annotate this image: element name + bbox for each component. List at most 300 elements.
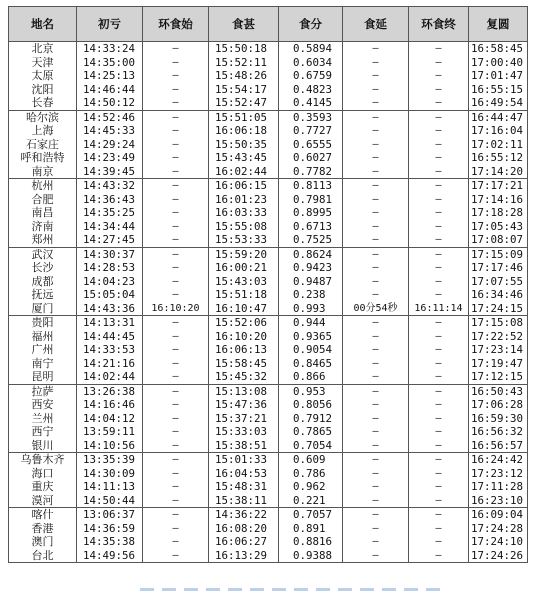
cell-first-contact: 14:27:45 xyxy=(77,233,143,247)
cell-annular-start: 16:10:20 xyxy=(143,302,209,316)
cell-maximum: 16:06:18 xyxy=(209,124,279,138)
cell-annular-end: — xyxy=(409,96,469,110)
cell-annular-end: — xyxy=(409,42,469,56)
cell-duration: — xyxy=(343,69,409,83)
table-row xyxy=(9,494,528,508)
cell-duration: — xyxy=(343,549,409,563)
cell-maximum: 15:51:18 xyxy=(209,288,279,302)
table-row xyxy=(9,206,528,220)
cell-last-contact: 16:56:32 xyxy=(469,425,528,439)
cell-magnitude: 0.7782 xyxy=(279,165,343,179)
cell-last-contact: 17:08:07 xyxy=(469,233,528,247)
header-duration: 食延 xyxy=(343,7,409,42)
cell-duration: — xyxy=(343,151,409,165)
cell-duration: — xyxy=(343,508,409,522)
table-row xyxy=(9,124,528,138)
cell-last-contact: 17:16:04 xyxy=(469,124,528,138)
cell-maximum: 15:50:35 xyxy=(209,138,279,152)
cell-place: 漠河 xyxy=(9,494,77,508)
cell-maximum: 15:48:26 xyxy=(209,69,279,83)
cell-first-contact: 14:13:31 xyxy=(77,316,143,330)
cell-maximum: 15:50:18 xyxy=(209,42,279,56)
table-row xyxy=(9,302,528,316)
table-row xyxy=(9,69,528,83)
header-place: 地名 xyxy=(9,7,77,42)
cell-annular-start: — xyxy=(143,480,209,494)
cell-duration: — xyxy=(343,288,409,302)
cell-magnitude: 0.8113 xyxy=(279,179,343,193)
cell-first-contact: 14:36:43 xyxy=(77,193,143,207)
cell-magnitude: 0.866 xyxy=(279,370,343,384)
cell-annular-end: — xyxy=(409,398,469,412)
table-row xyxy=(9,508,528,522)
cell-magnitude: 0.6027 xyxy=(279,151,343,165)
cell-first-contact: 14:39:45 xyxy=(77,165,143,179)
cell-first-contact: 14:33:53 xyxy=(77,343,143,357)
cell-maximum: 15:58:45 xyxy=(209,357,279,371)
cell-annular-end: — xyxy=(409,151,469,165)
table-row xyxy=(9,330,528,344)
table-row xyxy=(9,384,528,398)
cell-place: 厦门 xyxy=(9,302,77,316)
cell-last-contact: 16:09:04 xyxy=(469,508,528,522)
cell-first-contact: 13:06:37 xyxy=(77,508,143,522)
cell-last-contact: 17:07:55 xyxy=(469,275,528,289)
cell-annular-end: — xyxy=(409,69,469,83)
cell-annular-start: — xyxy=(143,535,209,549)
cell-annular-start: — xyxy=(143,165,209,179)
cell-magnitude: 0.7865 xyxy=(279,425,343,439)
cell-duration: — xyxy=(343,467,409,481)
cell-annular-start: — xyxy=(143,69,209,83)
cell-magnitude: 0.8816 xyxy=(279,535,343,549)
cell-first-contact: 14:10:56 xyxy=(77,439,143,453)
cell-place: 成都 xyxy=(9,275,77,289)
table-row xyxy=(9,412,528,426)
cell-magnitude: 0.7054 xyxy=(279,439,343,453)
cell-place: 南昌 xyxy=(9,206,77,220)
cell-place: 天津 xyxy=(9,56,77,70)
header-annular-start: 环食始 xyxy=(143,7,209,42)
cell-place: 兰州 xyxy=(9,412,77,426)
cell-duration: — xyxy=(343,193,409,207)
cell-maximum: 15:38:11 xyxy=(209,494,279,508)
cell-duration: — xyxy=(343,42,409,56)
cell-annular-end: — xyxy=(409,467,469,481)
cell-magnitude: 0.8624 xyxy=(279,247,343,261)
cell-annular-end: — xyxy=(409,138,469,152)
cell-last-contact: 17:24:10 xyxy=(469,535,528,549)
cell-maximum: 15:51:05 xyxy=(209,110,279,124)
cell-annular-end: — xyxy=(409,275,469,289)
cell-place: 银川 xyxy=(9,439,77,453)
cell-annular-start: — xyxy=(143,56,209,70)
cell-annular-start: — xyxy=(143,138,209,152)
table-row xyxy=(9,370,528,384)
table-row xyxy=(9,288,528,302)
cell-maximum: 15:01:33 xyxy=(209,453,279,467)
cell-first-contact: 14:30:09 xyxy=(77,467,143,481)
cell-last-contact: 17:11:28 xyxy=(469,480,528,494)
cell-last-contact: 16:55:15 xyxy=(469,83,528,97)
cell-last-contact: 17:15:09 xyxy=(469,247,528,261)
cell-annular-end: — xyxy=(409,343,469,357)
cell-annular-end: — xyxy=(409,425,469,439)
cell-maximum: 15:53:33 xyxy=(209,233,279,247)
table-row xyxy=(9,439,528,453)
cell-maximum: 16:10:20 xyxy=(209,330,279,344)
cell-duration: — xyxy=(343,412,409,426)
header-annular-end: 环食终 xyxy=(409,7,469,42)
cell-magnitude: 0.4145 xyxy=(279,96,343,110)
cell-magnitude: 0.786 xyxy=(279,467,343,481)
cell-annular-end: — xyxy=(409,522,469,536)
cell-last-contact: 17:19:47 xyxy=(469,357,528,371)
cell-place: 北京 xyxy=(9,42,77,56)
cell-duration: — xyxy=(343,330,409,344)
cell-magnitude: 0.7525 xyxy=(279,233,343,247)
cell-annular-start: — xyxy=(143,412,209,426)
cell-first-contact: 14:02:44 xyxy=(77,370,143,384)
cell-maximum: 14:36:22 xyxy=(209,508,279,522)
cell-maximum: 16:10:47 xyxy=(209,302,279,316)
cell-annular-start: — xyxy=(143,206,209,220)
cell-duration: — xyxy=(343,439,409,453)
cell-first-contact: 13:59:11 xyxy=(77,425,143,439)
cell-magnitude: 0.8465 xyxy=(279,357,343,371)
cell-annular-start: — xyxy=(143,220,209,234)
table-row xyxy=(9,138,528,152)
cell-place: 武汉 xyxy=(9,247,77,261)
cell-duration: — xyxy=(343,398,409,412)
cell-place: 重庆 xyxy=(9,480,77,494)
header-first-contact: 初亏 xyxy=(77,7,143,42)
cell-last-contact: 17:23:12 xyxy=(469,467,528,481)
cell-last-contact: 17:12:15 xyxy=(469,370,528,384)
cell-first-contact: 14:43:36 xyxy=(77,302,143,316)
cell-annular-end: — xyxy=(409,549,469,563)
cell-annular-start: — xyxy=(143,439,209,453)
table-row xyxy=(9,275,528,289)
cell-annular-end: — xyxy=(409,316,469,330)
cell-place: 西安 xyxy=(9,398,77,412)
cell-duration: — xyxy=(343,522,409,536)
table-row xyxy=(9,233,528,247)
cell-first-contact: 14:35:38 xyxy=(77,535,143,549)
cell-maximum: 15:59:20 xyxy=(209,247,279,261)
cell-maximum: 16:01:23 xyxy=(209,193,279,207)
cell-maximum: 15:52:11 xyxy=(209,56,279,70)
bottom-caption-fragment xyxy=(140,588,440,591)
cell-annular-end: — xyxy=(409,247,469,261)
cell-place: 抚远 xyxy=(9,288,77,302)
cell-last-contact: 17:17:21 xyxy=(469,179,528,193)
cell-annular-end: — xyxy=(409,193,469,207)
cell-first-contact: 14:16:46 xyxy=(77,398,143,412)
cell-first-contact: 14:52:46 xyxy=(77,110,143,124)
cell-annular-start: — xyxy=(143,384,209,398)
cell-place: 济南 xyxy=(9,220,77,234)
cell-maximum: 15:33:03 xyxy=(209,425,279,439)
cell-first-contact: 14:46:44 xyxy=(77,83,143,97)
cell-annular-start: — xyxy=(143,549,209,563)
cell-last-contact: 17:23:14 xyxy=(469,343,528,357)
cell-annular-end: — xyxy=(409,233,469,247)
cell-duration: — xyxy=(343,247,409,261)
cell-place: 长沙 xyxy=(9,261,77,275)
cell-magnitude: 0.6034 xyxy=(279,56,343,70)
cell-annular-start: — xyxy=(143,330,209,344)
cell-magnitude: 0.7981 xyxy=(279,193,343,207)
cell-maximum: 16:06:13 xyxy=(209,343,279,357)
cell-place: 贵阳 xyxy=(9,316,77,330)
header-magnitude: 食分 xyxy=(279,7,343,42)
cell-annular-end: — xyxy=(409,220,469,234)
cell-last-contact: 17:02:11 xyxy=(469,138,528,152)
cell-magnitude: 0.221 xyxy=(279,494,343,508)
cell-annular-end: — xyxy=(409,206,469,220)
cell-duration: — xyxy=(343,165,409,179)
cell-first-contact: 13:35:39 xyxy=(77,453,143,467)
cell-place: 台北 xyxy=(9,549,77,563)
cell-magnitude: 0.6555 xyxy=(279,138,343,152)
cell-annular-start: — xyxy=(143,124,209,138)
table-row xyxy=(9,522,528,536)
cell-first-contact: 14:25:13 xyxy=(77,69,143,83)
cell-annular-end: 16:11:14 xyxy=(409,302,469,316)
cell-place: 澳门 xyxy=(9,535,77,549)
cell-maximum: 15:38:51 xyxy=(209,439,279,453)
cell-first-contact: 14:36:59 xyxy=(77,522,143,536)
table-row xyxy=(9,56,528,70)
cell-last-contact: 17:00:40 xyxy=(469,56,528,70)
cell-last-contact: 17:01:47 xyxy=(469,69,528,83)
cell-annular-end: — xyxy=(409,56,469,70)
cell-annular-end: — xyxy=(409,370,469,384)
cell-duration: — xyxy=(343,179,409,193)
table-row xyxy=(9,151,528,165)
cell-annular-start: — xyxy=(143,467,209,481)
cell-maximum: 16:06:15 xyxy=(209,179,279,193)
table-row xyxy=(9,83,528,97)
cell-first-contact: 14:43:32 xyxy=(77,179,143,193)
cell-last-contact: 16:49:54 xyxy=(469,96,528,110)
cell-place: 广州 xyxy=(9,343,77,357)
cell-place: 上海 xyxy=(9,124,77,138)
cell-annular-start: — xyxy=(143,83,209,97)
cell-last-contact: 16:58:45 xyxy=(469,42,528,56)
cell-duration: — xyxy=(343,110,409,124)
cell-annular-start: — xyxy=(143,233,209,247)
cell-annular-start: — xyxy=(143,398,209,412)
cell-first-contact: 14:21:16 xyxy=(77,357,143,371)
cell-annular-start: — xyxy=(143,96,209,110)
cell-magnitude: 0.7057 xyxy=(279,508,343,522)
cell-duration: — xyxy=(343,316,409,330)
cell-annular-end: — xyxy=(409,179,469,193)
cell-first-contact: 14:35:25 xyxy=(77,206,143,220)
cell-annular-start: — xyxy=(143,494,209,508)
table-row xyxy=(9,357,528,371)
cell-annular-end: — xyxy=(409,261,469,275)
cell-last-contact: 16:24:42 xyxy=(469,453,528,467)
cell-magnitude: 0.962 xyxy=(279,480,343,494)
cell-magnitude: 0.944 xyxy=(279,316,343,330)
cell-annular-start: — xyxy=(143,316,209,330)
cell-maximum: 15:43:03 xyxy=(209,275,279,289)
cell-duration: — xyxy=(343,384,409,398)
cell-maximum: 16:06:27 xyxy=(209,535,279,549)
table-row xyxy=(9,261,528,275)
cell-place: 喀什 xyxy=(9,508,77,522)
cell-place: 乌鲁木齐 xyxy=(9,453,77,467)
cell-first-contact: 14:30:37 xyxy=(77,247,143,261)
table-body xyxy=(9,42,528,563)
cell-annular-start: — xyxy=(143,453,209,467)
cell-first-contact: 14:04:23 xyxy=(77,275,143,289)
cell-place: 香港 xyxy=(9,522,77,536)
table-row xyxy=(9,453,528,467)
cell-magnitude: 0.8056 xyxy=(279,398,343,412)
cell-place: 石家庄 xyxy=(9,138,77,152)
cell-place: 南宁 xyxy=(9,357,77,371)
cell-annular-start: — xyxy=(143,275,209,289)
cell-magnitude: 0.7727 xyxy=(279,124,343,138)
cell-last-contact: 17:24:26 xyxy=(469,549,528,563)
cell-duration: — xyxy=(343,357,409,371)
cell-last-contact: 17:18:28 xyxy=(469,206,528,220)
cell-first-contact: 14:34:44 xyxy=(77,220,143,234)
cell-maximum: 15:54:17 xyxy=(209,83,279,97)
cell-first-contact: 13:26:38 xyxy=(77,384,143,398)
cell-maximum: 15:13:08 xyxy=(209,384,279,398)
cell-maximum: 15:43:45 xyxy=(209,151,279,165)
header-last-contact: 复圆 xyxy=(469,7,528,42)
cell-annular-end: — xyxy=(409,480,469,494)
cell-annular-start: — xyxy=(143,343,209,357)
table-row xyxy=(9,96,528,110)
cell-magnitude: 0.9487 xyxy=(279,275,343,289)
cell-annular-end: — xyxy=(409,165,469,179)
cell-annular-end: — xyxy=(409,535,469,549)
cell-last-contact: 17:15:08 xyxy=(469,316,528,330)
cell-last-contact: 16:44:47 xyxy=(469,110,528,124)
table-row xyxy=(9,165,528,179)
cell-place: 合肥 xyxy=(9,193,77,207)
cell-duration: — xyxy=(343,96,409,110)
header-maximum: 食甚 xyxy=(209,7,279,42)
cell-magnitude: 0.9423 xyxy=(279,261,343,275)
cell-duration: — xyxy=(343,343,409,357)
cell-maximum: 15:47:36 xyxy=(209,398,279,412)
cell-annular-end: — xyxy=(409,412,469,426)
cell-annular-start: — xyxy=(143,425,209,439)
table-row xyxy=(9,549,528,563)
cell-annular-end: — xyxy=(409,494,469,508)
cell-first-contact: 14:29:24 xyxy=(77,138,143,152)
cell-first-contact: 14:11:13 xyxy=(77,480,143,494)
cell-annular-start: — xyxy=(143,151,209,165)
cell-first-contact: 14:28:53 xyxy=(77,261,143,275)
cell-maximum: 15:52:06 xyxy=(209,316,279,330)
cell-magnitude: 0.5894 xyxy=(279,42,343,56)
cell-duration: — xyxy=(343,370,409,384)
cell-annular-end: — xyxy=(409,384,469,398)
cell-maximum: 16:02:44 xyxy=(209,165,279,179)
cell-annular-start: — xyxy=(143,179,209,193)
cell-magnitude: 0.6713 xyxy=(279,220,343,234)
cell-magnitude: 0.609 xyxy=(279,453,343,467)
cell-annular-end: — xyxy=(409,110,469,124)
eclipse-times-table xyxy=(8,6,528,563)
cell-duration: — xyxy=(343,138,409,152)
cell-place: 杭州 xyxy=(9,179,77,193)
cell-maximum: 16:00:21 xyxy=(209,261,279,275)
cell-magnitude: 0.993 xyxy=(279,302,343,316)
cell-annular-start: — xyxy=(143,42,209,56)
cell-duration: — xyxy=(343,494,409,508)
cell-duration: — xyxy=(343,261,409,275)
cell-annular-start: — xyxy=(143,508,209,522)
cell-maximum: 15:48:31 xyxy=(209,480,279,494)
cell-duration: — xyxy=(343,425,409,439)
cell-last-contact: 16:50:43 xyxy=(469,384,528,398)
cell-maximum: 16:13:29 xyxy=(209,549,279,563)
cell-annular-end: — xyxy=(409,83,469,97)
cell-duration: — xyxy=(343,233,409,247)
cell-first-contact: 14:49:56 xyxy=(77,549,143,563)
cell-maximum: 16:08:20 xyxy=(209,522,279,536)
cell-place: 呼和浩特 xyxy=(9,151,77,165)
cell-duration: — xyxy=(343,535,409,549)
cell-duration: 00分54秒 xyxy=(343,302,409,316)
table-row xyxy=(9,398,528,412)
cell-place: 南京 xyxy=(9,165,77,179)
cell-place: 郑州 xyxy=(9,233,77,247)
cell-place: 拉萨 xyxy=(9,384,77,398)
cell-last-contact: 16:23:10 xyxy=(469,494,528,508)
cell-place: 昆明 xyxy=(9,370,77,384)
cell-first-contact: 14:04:12 xyxy=(77,412,143,426)
table-row xyxy=(9,343,528,357)
cell-maximum: 15:55:08 xyxy=(209,220,279,234)
cell-first-contact: 14:33:24 xyxy=(77,42,143,56)
cell-annular-end: — xyxy=(409,330,469,344)
cell-annular-start: — xyxy=(143,288,209,302)
cell-annular-start: — xyxy=(143,247,209,261)
cell-magnitude: 0.953 xyxy=(279,384,343,398)
cell-annular-start: — xyxy=(143,522,209,536)
table-row xyxy=(9,110,528,124)
cell-duration: — xyxy=(343,206,409,220)
table-row xyxy=(9,467,528,481)
cell-magnitude: 0.3593 xyxy=(279,110,343,124)
cell-annular-end: — xyxy=(409,357,469,371)
cell-last-contact: 17:06:28 xyxy=(469,398,528,412)
cell-duration: — xyxy=(343,220,409,234)
cell-place: 哈尔滨 xyxy=(9,110,77,124)
table-row xyxy=(9,193,528,207)
table-row xyxy=(9,480,528,494)
cell-magnitude: 0.9365 xyxy=(279,330,343,344)
cell-first-contact: 14:44:45 xyxy=(77,330,143,344)
table-row xyxy=(9,535,528,549)
cell-magnitude: 0.7912 xyxy=(279,412,343,426)
cell-last-contact: 17:24:28 xyxy=(469,522,528,536)
cell-duration: — xyxy=(343,275,409,289)
cell-magnitude: 0.6759 xyxy=(279,69,343,83)
table-row xyxy=(9,247,528,261)
